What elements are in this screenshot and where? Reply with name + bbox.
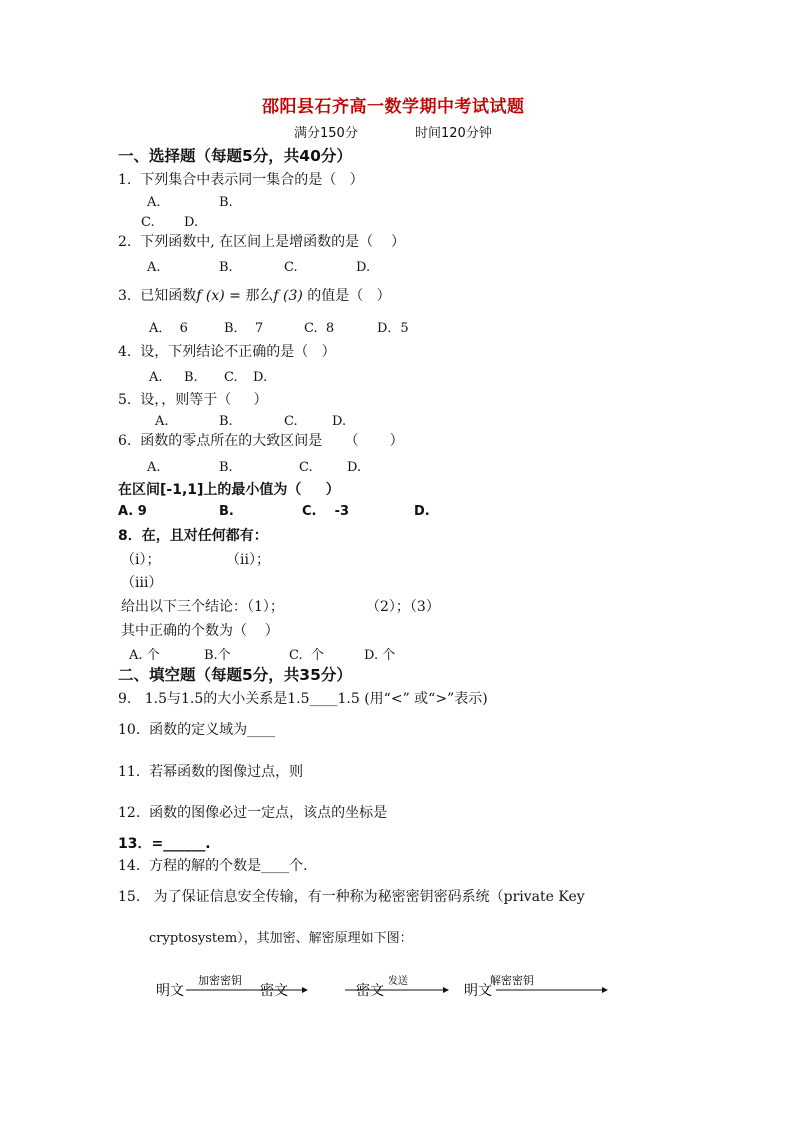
q2-option-b: B. [219, 260, 233, 275]
q8-option-c: C. 个 [289, 648, 324, 663]
q8-option-d: D. 个 [364, 648, 396, 663]
q8-ask: 其中正确的个数为（ ） [121, 623, 279, 639]
question-9: 9. 1.5与1.5的大小关系是1.5____1.5 (用“<” 或“>”表示) [118, 691, 488, 707]
full-marks: 满分150分 [294, 126, 358, 141]
q4-option-d: D. [253, 370, 268, 385]
question-8: 8．在，且对任何都有： [118, 528, 268, 544]
q1-option-c: C. [141, 215, 155, 230]
question-1: 1. 下列集合中表示同一集合的是（ ） [118, 172, 364, 188]
q1-option-d: D. [184, 215, 199, 230]
question-2: 2. 下列函数中, 在区间上是增函数的是（ ） [118, 234, 405, 250]
q3-stem-c: 的值是（ ） [302, 288, 391, 304]
q7-option-d: D. [414, 504, 430, 519]
question-6: 6. 函数的零点所在的大致区间是 （ ） [118, 433, 404, 449]
q2-option-d: D. [356, 260, 371, 275]
q1-option-a: A. [147, 195, 161, 210]
q7-option-b: B. [219, 504, 234, 519]
q2-option-c: C. [284, 260, 298, 275]
diagram-plaintext-2: 明文 [464, 983, 492, 999]
q6-option-c: C. [299, 460, 313, 475]
diagram-ciphertext-2: 密文 [356, 983, 384, 999]
q5-option-b: B. [219, 414, 233, 429]
q8-option-b: B.个 [204, 648, 231, 663]
question-13: 13．=______. [118, 836, 211, 852]
exam-time: 时间120分钟 [415, 126, 492, 141]
diagram-decrypt-key-label: 解密密钥 [490, 974, 534, 987]
q3-option-b: B． 7 [224, 321, 264, 336]
q3-f-3: f (3) [273, 288, 303, 304]
q3-stem-b: 那么 [240, 288, 274, 304]
q3-option-a: A． 6 [149, 321, 188, 336]
question-7: 在区间[-1,1]上的最小值为（ ） [118, 482, 340, 498]
q1-option-b: B. [219, 195, 233, 210]
q8-condition-2: （ii）； [226, 552, 270, 568]
diagram-arrowhead-send [443, 987, 449, 993]
question-5: 5. 设，，则等于（ ） [118, 392, 268, 408]
q7-option-c: C. -3 [302, 504, 350, 519]
q6-option-a: A. [147, 460, 161, 475]
diagram-arrowhead-decrypt [602, 987, 608, 993]
section-heading-choice: 一、选择题（每题5分，共40分） [118, 147, 352, 165]
q4-option-a: A. [149, 370, 163, 385]
q6-option-d: D. [347, 460, 362, 475]
diagram-arrowhead-encrypt [302, 987, 308, 993]
q7-option-a: A. 9 [118, 504, 147, 519]
q8-condition-1: （i）； [121, 552, 161, 568]
question-3 [118, 287, 391, 305]
q5-option-a: A. [155, 414, 169, 429]
question-15-cont: cryptosystem），其加密、解密原理如下图： [149, 931, 413, 946]
q2-option-a: A. [147, 260, 161, 275]
q3-stem-a: 3. 已知函数 [118, 288, 197, 304]
question-12: 12. 函数的图像必过一定点，该点的坐标是 [118, 805, 388, 821]
question-15: 15. 为了保证信息安全传输，有一种称为秘密密钥密码系统（private Key [118, 889, 585, 905]
q5-option-c: C. [284, 414, 298, 429]
question-4: 4. 设，下列结论不正确的是（ ） [118, 344, 336, 360]
q4-option-b: B. [184, 370, 198, 385]
q8-option-a: A. 个 [129, 648, 160, 663]
question-10: 10. 函数的定义域为____ [118, 722, 276, 738]
q8-condition-3: （ⅲ） [121, 575, 163, 591]
page-title: 邵阳县石齐高一数学期中考试试题 [262, 97, 525, 117]
question-11: 11. 若幂函数的图像过点，则 [118, 764, 304, 780]
q6-option-b: B. [219, 460, 233, 475]
q8-given-2: （2）；（3） [366, 599, 440, 615]
q3-option-d: D．5 [377, 321, 409, 336]
q3-f-x: f (x) = [196, 288, 241, 304]
diagram-send-label: 发送 [388, 976, 408, 987]
section-heading-fill: 二、填空题（每题5分，共35分） [118, 666, 352, 684]
diagram-plaintext-1: 明文 [156, 983, 184, 999]
q5-option-d: D. [332, 414, 347, 429]
diagram-ciphertext-1: 密文 [260, 983, 288, 999]
encryption-diagram [150, 968, 620, 1008]
q3-option-c: C. 8 [304, 321, 335, 336]
q4-option-c: C. [224, 370, 238, 385]
diagram-encrypt-key-label: 加密密钥 [198, 974, 242, 987]
q8-given: 给出以下三个结论：（1）； [121, 599, 284, 615]
question-14: 14. 方程的解的个数是____个. [118, 858, 308, 874]
